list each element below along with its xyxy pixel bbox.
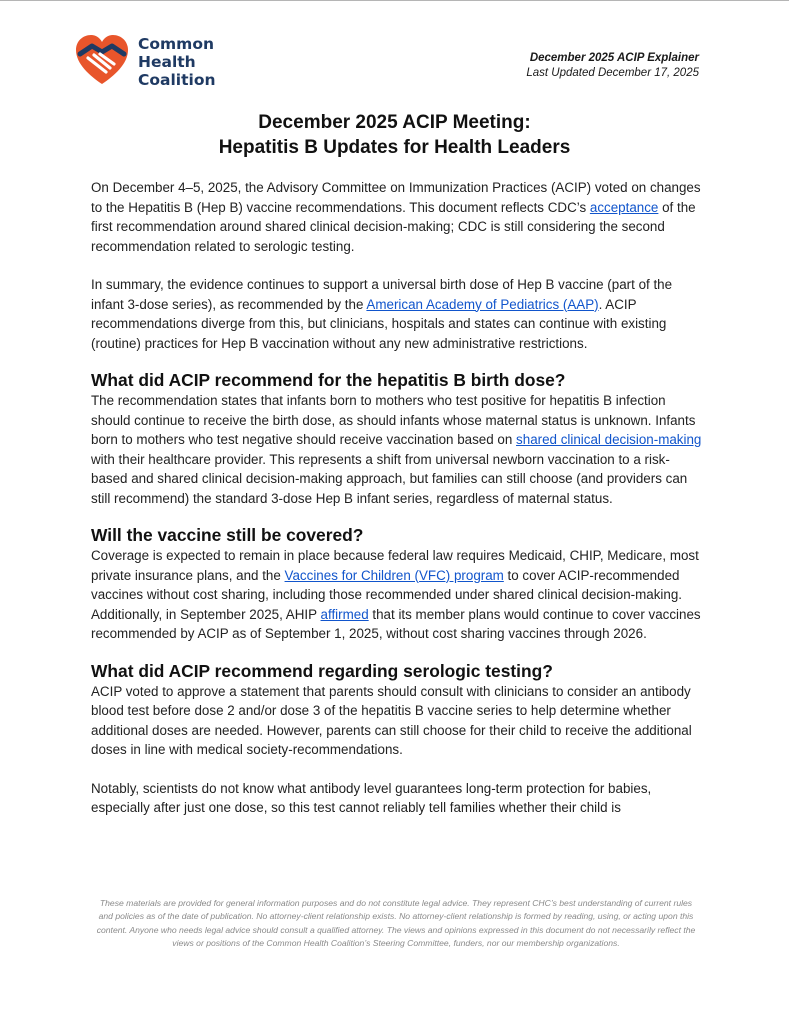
- body-text: The recommendation states that infants born to mothers who test positive for hepatitis B infection should continue to receive the birth dose, as should infants whose maternal status is unknown. Infants born to mothers who test negative should receive vaccination based on: [91, 393, 696, 447]
- document-body: [91, 178, 703, 818]
- coverage-paragraph: [91, 546, 703, 644]
- top-rule: [0, 0, 789, 1]
- body-text: to cover ACIP-recommended vaccines without cost sharing, including those recommended under shared clinical decision-making. Additionally, in September 2025, AHIP: [91, 567, 682, 622]
- birth-dose-heading: What did ACIP recommend for the hepatitis B birth dose?: [91, 370, 566, 390]
- intro-text: . ACIP recommendations diverge from this, but clinicians, hospitals and states can continue with existing (routine) practices for Hep B vaccination without any new administrative restrictions.: [91, 296, 667, 351]
- series-label: December 2025 ACIP Explainer: [529, 52, 699, 64]
- vfc-program-link[interactable]: Vaccines for Children (VFC) program: [284, 567, 504, 583]
- aap-link[interactable]: American Academy of Pediatrics (AAP): [366, 296, 599, 312]
- intro-text: of the first recommendation around shared clinical decision-making; CDC is still considering the second recommendation related to serologic testing.: [91, 199, 696, 254]
- affirmed-link[interactable]: affirmed: [320, 606, 369, 622]
- logo: [72, 32, 216, 89]
- intro-text: In summary, the evidence continues to support a universal birth dose of Hep B vaccine (part of the infant 3-dose series), as recommended by the: [91, 277, 673, 312]
- title-line1: December 2025 ACIP Meeting:: [258, 112, 531, 133]
- page-title: [0, 110, 789, 160]
- body-text: Coverage is expected to remain in place because federal law requires Medicaid, CHIP, Medicare, most private insurance plans, and the: [91, 548, 699, 583]
- body-text: with their healthcare provider. This represents a shift from universal newborn vaccination to a risk-based and shared clinical decision-making approach, but families can still choose (and providers can still recommend) the standard 3-dose Hep B infant series, regardless of maternal status.: [91, 451, 688, 506]
- brand-name-line3: Coalition: [138, 71, 216, 89]
- brand-name-line2: Health: [138, 53, 196, 71]
- serologic-heading: What did ACIP recommend regarding serologic testing?: [91, 660, 553, 681]
- body-text: that its member plans would continue to cover vaccines recommended by ACIP as of September 1, 2025, without cost sharing vaccines through 2026.: [91, 606, 701, 641]
- document-meta: [526, 51, 699, 81]
- title-line2: Hepatitis B Updates for Health Leaders: [218, 137, 571, 158]
- serologic-paragraph-2: Notably, scientists do not know what antibody level guarantees long-term protection for babies, especially after just one dose, so this test cannot reliably tell families whether their child is: [91, 780, 652, 815]
- intro-text: On December 4–5, 2025, the Advisory Committee on Immunization Practices (ACIP) voted on changes to the Hepatitis B (Hep B) vaccine recommendations. This document reflects CDC’s: [91, 180, 701, 215]
- brand-name-line1: Common: [138, 35, 215, 53]
- intro-paragraph-2: [91, 275, 703, 353]
- legal-disclaimer: These materials are provided for general information purposes and do not constitute legal advice. They represent CHC’s best understanding of current rules and policies as of the date of publication. No attorney-client relationship exists. No attorney-client relationship is formed by reading, using, or acting upon this content. Anyone who needs legal advice should consult a qualified attorney. The views and opinions expressed in this document do not necessarily reflect the views or positions of the Common Health Coalition’s Steering Committee, funders, nor our membership organizations.: [96, 898, 696, 949]
- intro-paragraph-1: [91, 178, 703, 256]
- coverage-heading: Will the vaccine still be covered?: [91, 525, 364, 545]
- serologic-paragraph-1: ACIP voted to approve a statement that parents should consult with clinicians to consider an antibody blood test before dose 2 and/or dose 3 of the hepatitis B vaccine series to help determine whether additional doses are needed. However, parents can still choose for their child to receive the additional doses in line with medical society-recommendations.: [91, 683, 692, 757]
- brand-name: [138, 35, 216, 89]
- last-updated: Last Updated December 17, 2025: [526, 67, 699, 79]
- acceptance-link[interactable]: acceptance: [589, 199, 659, 215]
- handshake-heart-icon: [72, 32, 132, 88]
- shared-clinical-decision-making-link[interactable]: shared clinical decision-making: [516, 432, 702, 447]
- birth-dose-paragraph: [91, 391, 703, 508]
